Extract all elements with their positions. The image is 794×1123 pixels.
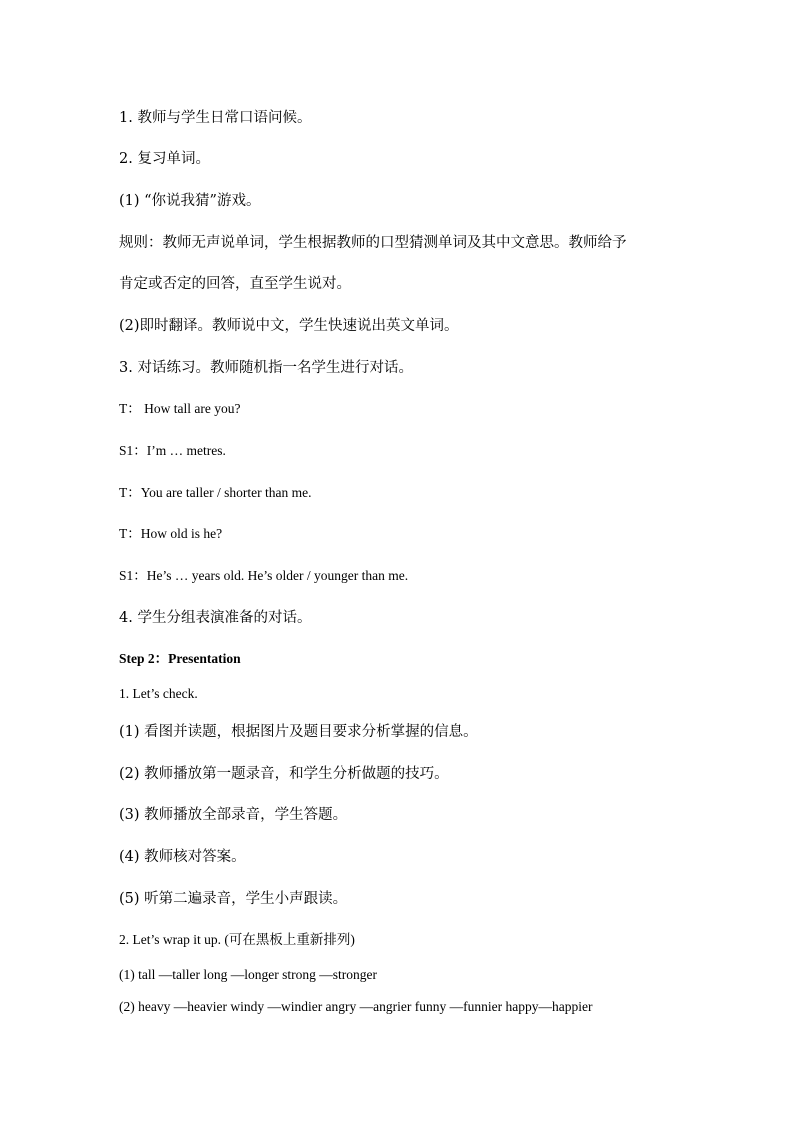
text-line: (5) 听第二遍录音，学生小声跟读。 [119, 891, 348, 907]
subheading: 1. Let’s check. [119, 686, 198, 701]
dialogue-line: T：How old is he? [119, 526, 223, 541]
text-line: (2)即时翻译。教师说中文，学生快速说出英文单词。 [119, 318, 459, 334]
section-heading: Step 2：Presentation [119, 651, 241, 666]
text-line: 2. 复习单词。 [119, 151, 210, 167]
word-list-line: (2) heavy —heavier windy —windier angry —angrier funny —funnier happy—happier [119, 999, 593, 1014]
text-line: 3. 对话练习。教师随机指一名学生进行对话。 [119, 360, 413, 376]
text-line: (1) 看图并读题，根据图片及题目要求分析掌握的信息。 [119, 724, 478, 740]
word-list-line: (1) tall —taller long —longer strong —stronger [119, 967, 377, 982]
text-line: (4) 教师核对答案。 [119, 849, 246, 865]
text-line: 肯定或否定的回答，直至学生说对。 [119, 276, 351, 292]
dialogue-line: T： How tall are you? [119, 401, 241, 416]
text-line: 4. 学生分组表演准备的对话。 [119, 610, 312, 626]
dialogue-line: S1：I’m … metres. [119, 443, 226, 458]
text-line: (1) “你说我猜”游戏。 [119, 193, 261, 209]
text-line: 1. 教师与学生日常口语问候。 [119, 110, 312, 126]
text-line: 规则：教师无声说单词，学生根据教师的口型猜测单词及其中文意思。教师给予 [119, 235, 627, 251]
subheading: 2. Let’s wrap it up. (可在黑板上重新排列) [119, 932, 355, 947]
text-line: (3) 教师播放全部录音，学生答题。 [119, 807, 348, 823]
dialogue-line: S1：He’s … years old. He’s older / younger than me. [119, 568, 409, 583]
text-line: (2) 教师播放第一题录音，和学生分析做题的技巧。 [119, 766, 449, 782]
dialogue-line: T：You are taller / shorter than me. [119, 485, 312, 500]
